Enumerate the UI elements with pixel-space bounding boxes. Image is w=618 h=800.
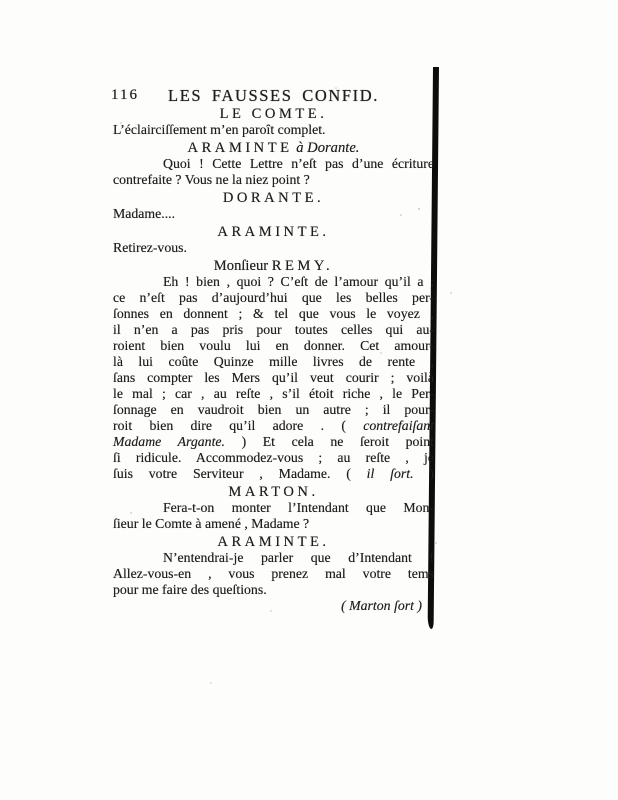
- body-text: il n’en a pas pris pour toutes celles qui au-: [113, 322, 434, 337]
- running-title: LES FAUSSES CONFID.: [168, 86, 379, 105]
- body-text: Quoi ! Cette Lettre n’eſt pas d’une écriture: [163, 156, 434, 171]
- text-line: [113, 450, 434, 466]
- letterspaced-caps-text: LE COMTE.: [219, 106, 328, 122]
- speaker-heading: [113, 190, 434, 206]
- page-header: [113, 86, 434, 104]
- body-text: Madame....: [113, 206, 176, 221]
- italic-text: il ſort.: [366, 466, 414, 481]
- body-text: ſonnage en vaudroit bien un autre ; il pour-: [113, 402, 434, 417]
- body-text: là lui coûte Quinze mille livres de rente ,: [113, 354, 434, 369]
- italic-text: Madame Argante.: [113, 434, 225, 449]
- text-line: [113, 418, 434, 434]
- text-line: [113, 122, 434, 138]
- body-text: ſonnes en donnent ; & tel que vous le voyez ,: [113, 306, 434, 321]
- text-line: [113, 516, 434, 532]
- body-text: roient bien voulu lui en donner. Cet amour-: [113, 338, 434, 353]
- body-text: ſieur le Comte à amené , Madame ?: [113, 516, 310, 531]
- body-text: ): [413, 466, 435, 481]
- body-text: Allez-vous-en , vous prenez mal votre tems: [113, 566, 434, 581]
- text-line: [113, 322, 434, 338]
- text-line: [113, 274, 434, 290]
- letterspaced-caps-text: REMY.: [271, 258, 334, 274]
- speaker-heading: [113, 106, 434, 122]
- body-text: ce n’eſt pas d’aujourd’hui que les belles per-: [113, 290, 434, 305]
- page-number: 116: [111, 87, 139, 103]
- text-line: [113, 338, 434, 354]
- body-text: Monſieur: [213, 258, 272, 274]
- play-text-block: [113, 104, 434, 614]
- text-line: [113, 550, 434, 566]
- speaker-heading: [113, 484, 434, 500]
- body-text: N’entendrai-je parler que d’Intendant !: [163, 550, 434, 565]
- body-text: roit bien dire qu’il adore . (: [113, 418, 364, 433]
- body-text: Retirez-vous.: [113, 240, 187, 255]
- text-line: [113, 354, 434, 370]
- body-text: Eh ! bien , quoi ? C’eſt de l’amour qu’il a ;: [163, 274, 434, 289]
- body-text: le mal ; car , au reſte , s’il étoit riche , le Per-: [113, 386, 434, 401]
- text-line: [113, 434, 434, 450]
- text-line: [113, 370, 434, 386]
- letterspaced-caps-text: MARTON.: [228, 484, 319, 500]
- body-text: ſans compter les Mers qu’il veut courir ; voilà: [113, 370, 434, 385]
- letterspaced-caps-text: ARAMINTE: [187, 140, 293, 156]
- speaker-heading: [113, 224, 434, 240]
- body-text: Fera-t-on monter l’Intendant que Mon-: [163, 500, 434, 515]
- text-line: [113, 206, 434, 222]
- italic-text: contrefaiſant: [363, 418, 434, 433]
- text-line: [113, 582, 434, 598]
- text-line: [113, 386, 434, 402]
- text-line: [113, 500, 434, 516]
- stage-direction-line: [113, 598, 434, 614]
- speaker-heading: [113, 534, 434, 550]
- body-text: ſuis votre Serviteur , Madame. (: [113, 466, 367, 481]
- text-line: [113, 290, 434, 306]
- body-text: pour me faire des queſtions.: [113, 582, 267, 597]
- text-line: [113, 402, 434, 418]
- body-text: ) Et cela ne ſeroit point: [225, 434, 434, 449]
- text-line: [113, 566, 434, 582]
- text-line: [113, 172, 434, 188]
- speaker-heading: [113, 258, 434, 274]
- italic-text: ( Marton ſort ): [341, 598, 422, 613]
- text-line: [113, 466, 434, 482]
- text-line: [113, 240, 434, 256]
- text-line: [113, 156, 434, 172]
- letterspaced-caps-text: DORANTE.: [222, 190, 325, 206]
- italic-text: à Dorante.: [292, 140, 360, 156]
- speaker-heading: [113, 140, 434, 156]
- letterspaced-caps-text: ARAMINTE.: [217, 224, 330, 240]
- text-line: [113, 306, 434, 322]
- body-text: ſi ridicule. Accommodez-vous ; au reſte , je: [113, 450, 434, 465]
- letterspaced-caps-text: ARAMINTE.: [217, 534, 330, 550]
- body-text: contrefaite ? Vous ne la niez point ?: [113, 172, 310, 187]
- body-text: L’éclairciſſement m’en paroît complet.: [113, 122, 326, 137]
